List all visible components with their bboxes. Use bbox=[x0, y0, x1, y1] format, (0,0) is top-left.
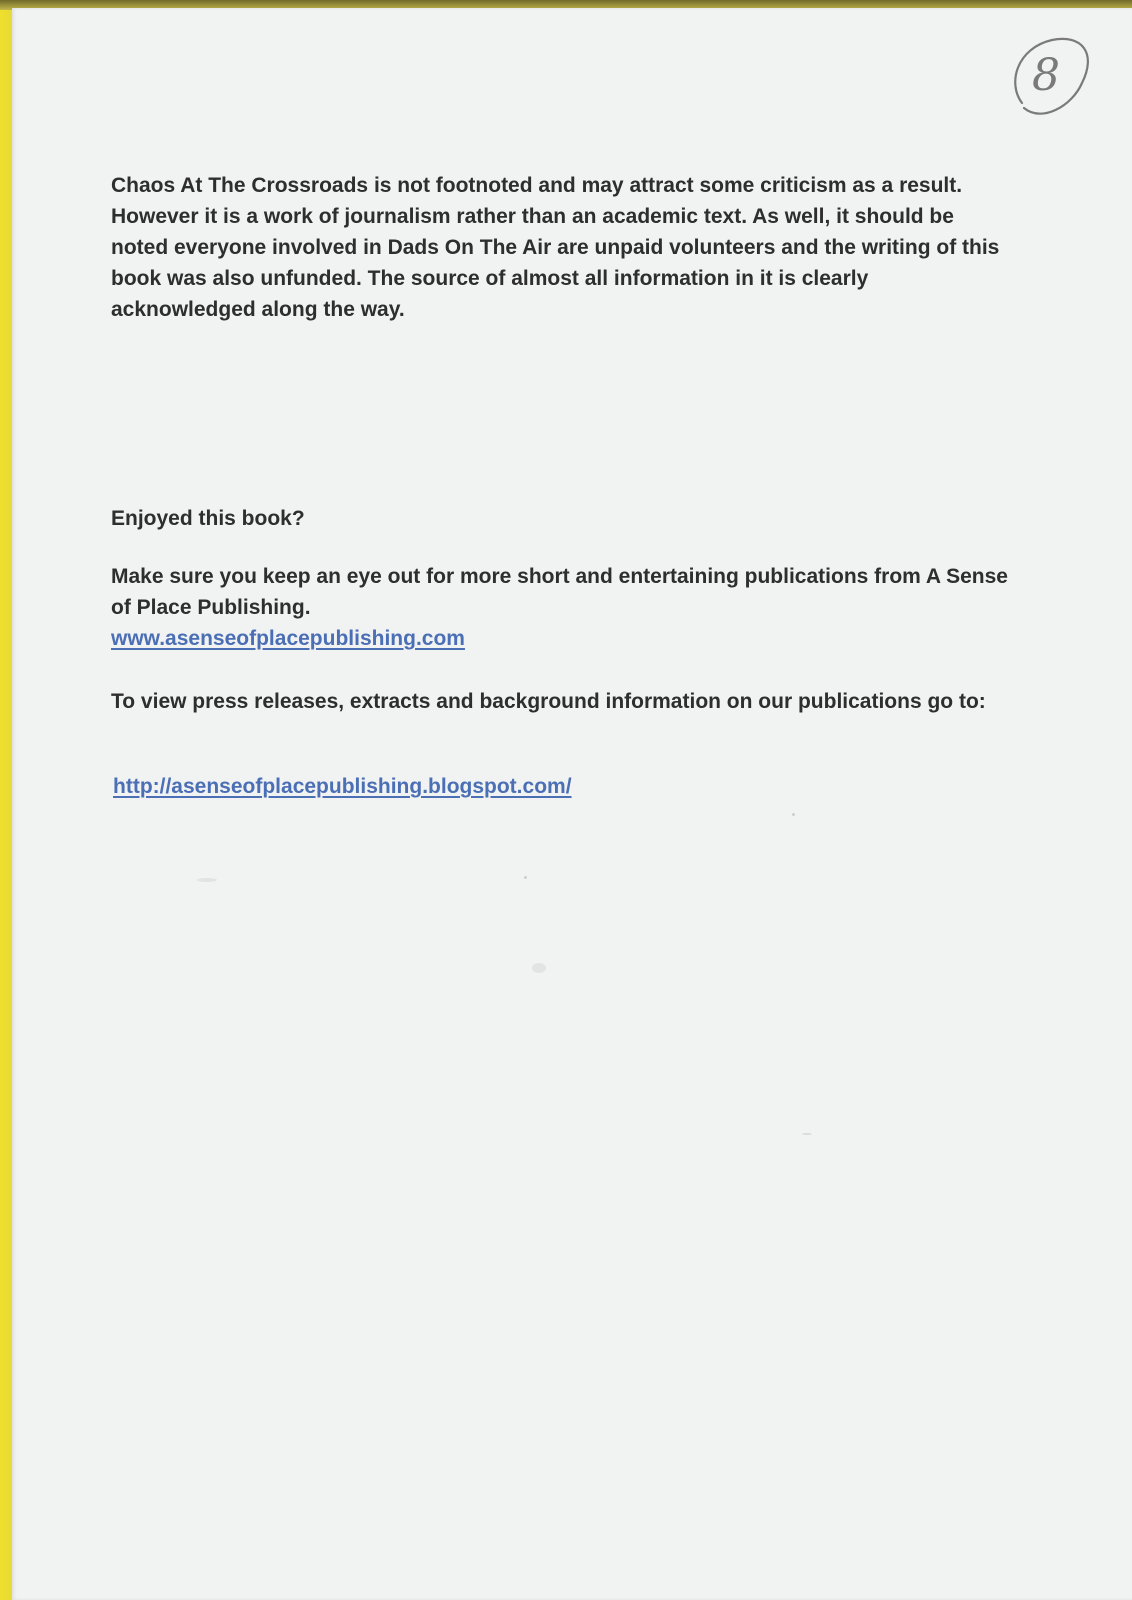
publisher-promo bbox=[111, 561, 1011, 654]
press-paragraph: To view press releases, extracts and background information on our publications go to: bbox=[111, 690, 986, 713]
paper-speck bbox=[197, 878, 217, 882]
paper-speck bbox=[524, 876, 527, 879]
blog-link[interactable]: http://asenseofplacepublishing.blogspot.com/ bbox=[113, 775, 572, 798]
enjoyed-heading: Enjoyed this book? bbox=[111, 507, 305, 530]
paper-speck bbox=[532, 963, 546, 973]
page-number-text: 8 bbox=[1032, 50, 1060, 101]
circled-page-number-mark bbox=[1002, 28, 1102, 128]
disclaimer-paragraph: Chaos At The Crossroads is not footnoted and may attract some criticism as a result. However it is a work of journalism rather than an academic text. As well, it should be noted everyone involved in Dads On The Air are unpaid volunteers and the writing of this book was also unfunded. The source of almost all information in it is clearly acknowledged along the way. bbox=[111, 174, 1000, 321]
website-link[interactable]: www.asenseofplacepublishing.com bbox=[111, 627, 465, 650]
paper-speck bbox=[802, 1133, 812, 1135]
promo-paragraph: Make sure you keep an eye out for more short and entertaining publications from A Sense of Place Publishing. bbox=[111, 565, 1008, 619]
paper-speck bbox=[792, 813, 795, 816]
